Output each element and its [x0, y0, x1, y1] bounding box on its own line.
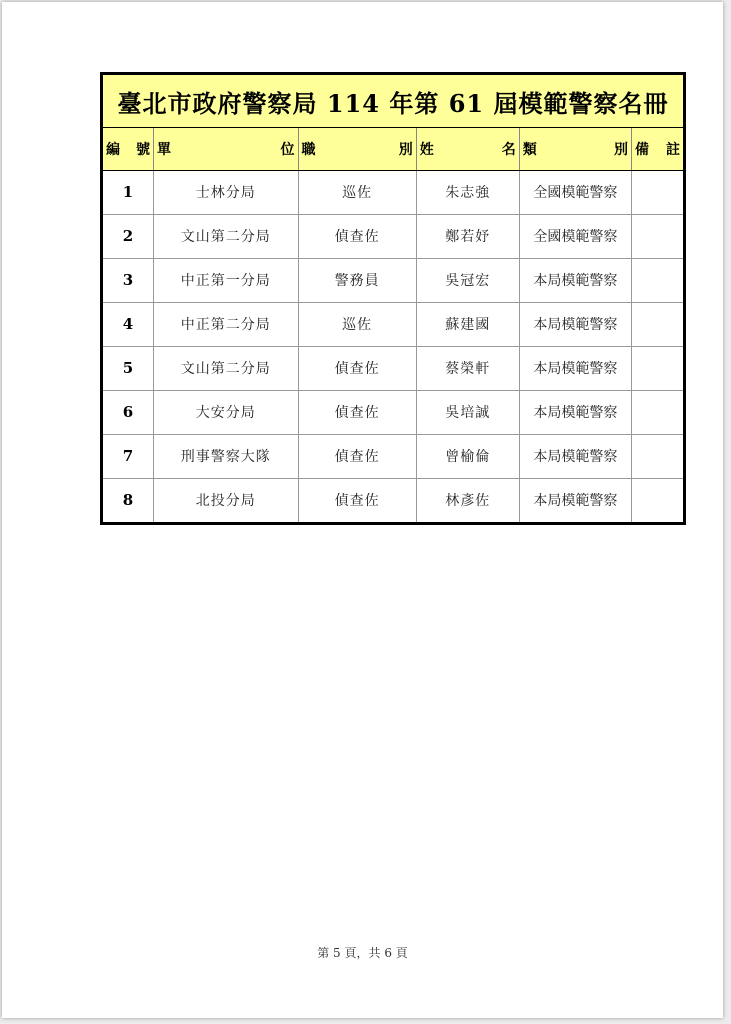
- row-number: 7: [103, 434, 154, 478]
- header-remarks-char-1: 備: [634, 141, 649, 158]
- row-category: 全國模範警察: [519, 170, 631, 214]
- document-page: [2, 2, 723, 1018]
- row-category: 本局模範警察: [519, 478, 631, 522]
- row-number: 4: [103, 302, 154, 346]
- row-unit: 文山第二分局: [154, 346, 298, 390]
- row-number: 5: [103, 346, 154, 390]
- table-row: [103, 214, 683, 258]
- row-remarks: [631, 346, 683, 390]
- row-category: 全國模範警察: [519, 214, 631, 258]
- header-position-char-2: 別: [398, 141, 413, 158]
- row-position: 偵查佐: [298, 346, 416, 390]
- header-remarks-char-2: 註: [666, 141, 680, 158]
- row-position: 偵查佐: [298, 390, 416, 434]
- row-unit: 刑事警察大隊: [154, 434, 298, 478]
- row-position: 巡佐: [298, 302, 416, 346]
- table-row: [103, 258, 683, 302]
- row-category: 本局模範警察: [519, 434, 631, 478]
- row-position: 偵查佐: [298, 214, 416, 258]
- header-name-char-2: 名: [501, 141, 516, 158]
- row-position: 偵查佐: [298, 478, 416, 522]
- header-position: [298, 128, 416, 170]
- row-unit: 中正第二分局: [154, 302, 298, 346]
- row-remarks: [631, 214, 683, 258]
- table-row: [103, 302, 683, 346]
- row-name: 吳冠宏: [416, 258, 519, 302]
- row-name: 曾榆倫: [416, 434, 519, 478]
- document-title: 臺北市政府警察局 114 年第 61 屆模範警察名冊: [103, 75, 683, 128]
- row-remarks: [631, 390, 683, 434]
- row-position: 偵查佐: [298, 434, 416, 478]
- row-number: 8: [103, 478, 154, 522]
- header-row: [103, 128, 683, 170]
- row-remarks: [631, 478, 683, 522]
- row-name: 吳培誠: [416, 390, 519, 434]
- row-number: 2: [103, 214, 154, 258]
- roster-table: [103, 128, 683, 522]
- row-unit: 中正第一分局: [154, 258, 298, 302]
- table-row: [103, 390, 683, 434]
- header-category-char-2: 別: [613, 141, 628, 158]
- row-name: 蘇建國: [416, 302, 519, 346]
- header-unit-char-2: 位: [280, 141, 295, 158]
- row-number: 6: [103, 390, 154, 434]
- header-position-char-1: 職: [301, 141, 316, 158]
- row-unit: 文山第二分局: [154, 214, 298, 258]
- header-number-char-1: 編: [106, 141, 120, 158]
- row-category: 本局模範警察: [519, 390, 631, 434]
- table-row: [103, 346, 683, 390]
- row-number: 1: [103, 170, 154, 214]
- page-footer: 第 5 頁，共 6 頁: [317, 946, 408, 960]
- row-category: 本局模範警察: [519, 258, 631, 302]
- row-name: 朱志強: [416, 170, 519, 214]
- header-unit-char-1: 單: [157, 141, 172, 158]
- row-remarks: [631, 170, 683, 214]
- row-remarks: [631, 258, 683, 302]
- row-category: 本局模範警察: [519, 346, 631, 390]
- row-unit: 北投分局: [154, 478, 298, 522]
- row-number: 3: [103, 258, 154, 302]
- row-remarks: [631, 434, 683, 478]
- header-category-char-1: 類: [522, 141, 537, 158]
- roster-table-frame: [100, 72, 686, 525]
- row-name: 林彥佐: [416, 478, 519, 522]
- header-number: [103, 128, 154, 170]
- header-unit: [154, 128, 298, 170]
- row-category: 本局模範警察: [519, 302, 631, 346]
- header-category: [519, 128, 631, 170]
- row-unit: 大安分局: [154, 390, 298, 434]
- row-name: 鄭若妤: [416, 214, 519, 258]
- row-position: 警務員: [298, 258, 416, 302]
- table-row: [103, 170, 683, 214]
- table-row: [103, 434, 683, 478]
- header-name-char-1: 姓: [419, 141, 434, 158]
- row-name: 蔡榮軒: [416, 346, 519, 390]
- header-name: [416, 128, 519, 170]
- header-remarks: [631, 128, 683, 170]
- table-row: [103, 478, 683, 522]
- row-remarks: [631, 302, 683, 346]
- row-unit: 士林分局: [154, 170, 298, 214]
- row-position: 巡佐: [298, 170, 416, 214]
- header-number-char-2: 號: [136, 141, 151, 158]
